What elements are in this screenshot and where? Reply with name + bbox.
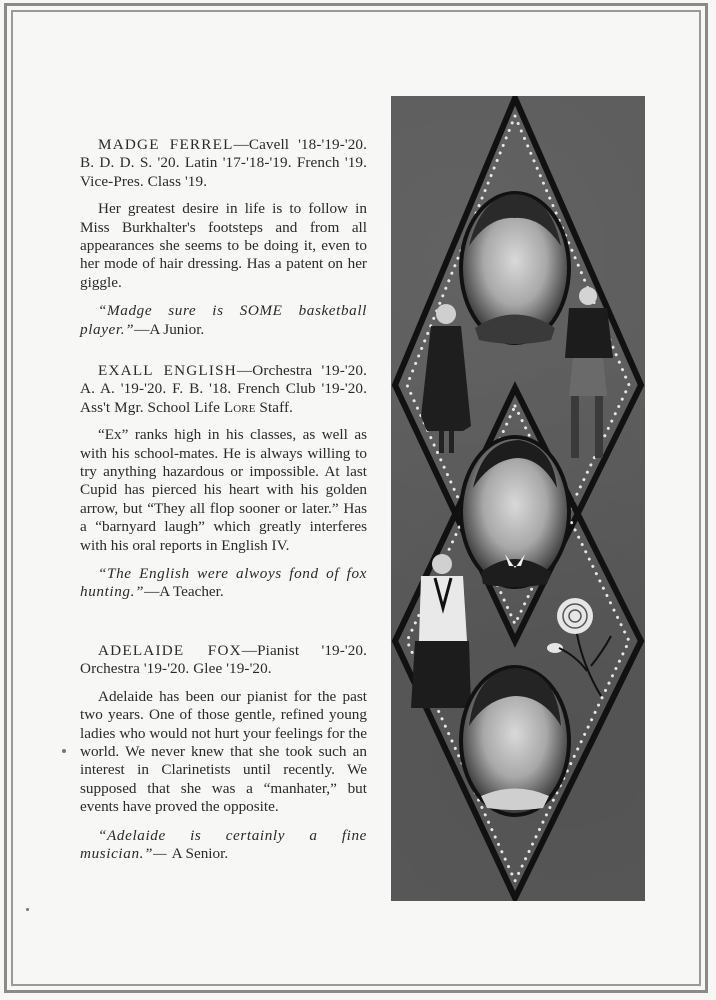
student-quote — [80, 302, 367, 339]
entry-heading — [80, 642, 367, 679]
student-name: EXALL ENGLISH — [98, 362, 237, 379]
photo-collage — [391, 96, 645, 901]
print-speck — [26, 908, 29, 911]
quote-text: “Madge sure is SOME basketball player.” — [80, 302, 367, 338]
standing-girl-figure — [421, 304, 471, 453]
student-name: MADGE FERREL — [98, 136, 234, 153]
student-description: Adelaide has been our pianist for the past two years. One of those gentle, refined young ladies who would not hurt your feelings for the world. We never knew that she took such an interest in Clarinetists until recently. We supposed that she was a “manhater,” but events have proved the opposite. — [80, 687, 367, 816]
student-description: “Ex” ranks high in his classes, as well as with his school-mates. He is always willing to try anything hazardous or impossible. At last Cupid has pierced his heart with his golden arrow, but “They all flop sooner or later.” Has a “barnyard laugh” which greatly interferes with his oral reports in English IV. — [80, 426, 367, 554]
quote-attribution: —A Junior. — [134, 320, 205, 338]
student-activities: —Orchestra '19-'20. A. A. '19-'20. F. B. '18. French Club '19-'20. Ass't Mgr. School Life — [80, 362, 367, 416]
biography-entry — [80, 136, 367, 339]
entry-heading — [80, 136, 367, 191]
quote-attribution: —A Teacher. — [144, 583, 224, 601]
quote-text: “Adelaide is certainly a fine musician.”— — [80, 826, 367, 863]
student-quote — [80, 565, 367, 602]
quote-attribution: A Senior. — [171, 845, 229, 863]
student-description: Her greatest desire in life is to follow in Miss Burkhalter's footsteps and from all appearances she seems to be doing it, even to her mode of hair dressing. Has a patent on her giggle. — [80, 200, 367, 291]
student-quote — [80, 827, 367, 864]
biography-entry — [80, 642, 367, 863]
standing-boy-figure — [565, 287, 613, 458]
entry-heading — [80, 362, 367, 417]
quote-text: “The English were alwoys fond of fox hunting.” — [80, 565, 367, 601]
rose-illustration — [547, 598, 611, 696]
biography-entry — [80, 362, 367, 602]
lore-smallcaps: Lore — [223, 398, 256, 416]
student-activities: —Pianist '19-'20. Orchestra '19-'20. Glee '19-'20. — [80, 642, 367, 678]
activities-tail: Staff. — [255, 398, 294, 416]
sailor-girl-figure — [411, 554, 471, 708]
student-name: ADELAIDE FOX — [98, 642, 242, 659]
print-speck — [62, 749, 66, 753]
portrait-adelaide-fox — [459, 665, 571, 817]
portrait-exall-english — [459, 435, 571, 589]
portrait-madge-ferrel — [459, 191, 571, 345]
student-activities: —Cavell '18-'19-'20. B. D. D. S. '20. Latin '17-'18-'19. French '19. Vice-Pres. Class '19. — [80, 136, 367, 190]
photo-panel — [391, 96, 645, 901]
